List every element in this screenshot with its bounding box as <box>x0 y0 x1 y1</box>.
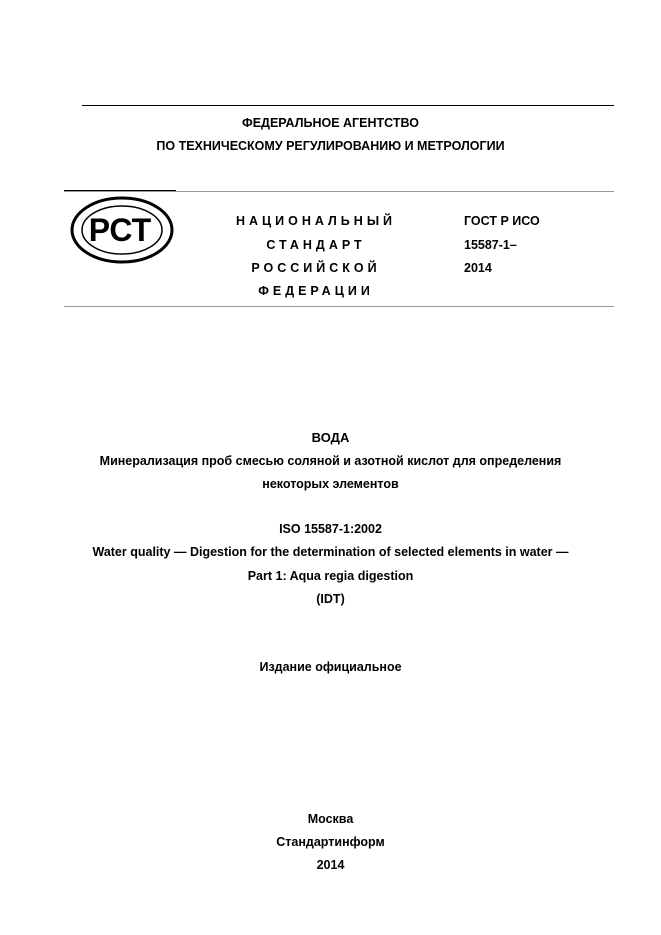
agency-name-line-1: ФЕДЕРАЛЬНОЕ АГЕНТСТВО <box>242 116 419 130</box>
iso-title-line-1: Water quality — Digestion for the determination of selected elements in water — <box>92 545 569 559</box>
footer-year: 2014 <box>316 858 345 872</box>
iso-title-line-2: Part 1: Aqua regia digestion <box>247 569 414 583</box>
gost-line-1: ГОСТ Р ИСО <box>464 214 540 228</box>
footer-city: Москва <box>307 812 354 826</box>
national-line-1: НАЦИОНАЛЬНЫЙ <box>235 214 397 228</box>
iso-number: ISO 15587-1:2002 <box>279 522 382 536</box>
gost-line-2: 15587-1– <box>464 238 517 252</box>
edition-label: Издание официальное <box>259 660 402 674</box>
top-rule <box>82 105 614 106</box>
divider-lower <box>64 306 614 307</box>
document-subtitle-line-2: некоторых элементов <box>262 477 399 491</box>
document-title: ВОДА <box>311 430 350 445</box>
national-line-4: ФЕДЕРАЦИИ <box>258 284 374 298</box>
rst-logo-text: РСТ <box>88 212 152 248</box>
divider-upper <box>64 191 614 192</box>
gost-line-3: 2014 <box>464 261 492 275</box>
agency-name-line-2: ПО ТЕХНИЧЕСКОМУ РЕГУЛИРОВАНИЮ И МЕТРОЛОГИИ <box>156 139 505 153</box>
iso-idt: (IDT) <box>316 592 345 606</box>
national-line-2: СТАНДАРТ <box>266 238 366 252</box>
rst-logo <box>70 196 174 264</box>
footer-publisher: Стандартинформ <box>276 835 385 849</box>
national-line-3: РОССИЙСКОЙ <box>251 261 381 275</box>
document-subtitle-line-1: Минерализация проб смесью соляной и азотной кислот для определения <box>99 454 562 468</box>
